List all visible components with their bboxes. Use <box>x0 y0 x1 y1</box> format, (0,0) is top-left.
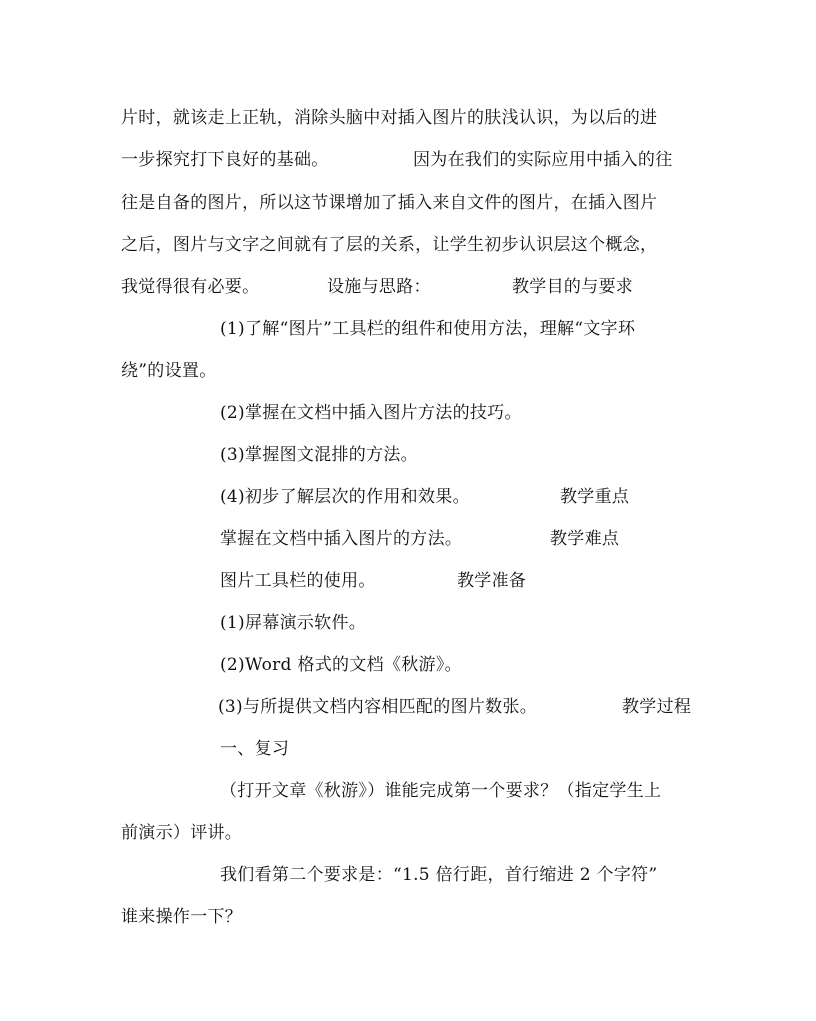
text-line-11b: 教学难点 <box>550 529 620 549</box>
text-line-12b: 教学准备 <box>457 571 527 591</box>
text-line-5c: 教学目的与要求 <box>512 277 634 297</box>
text-line-20: 谁来操作一下？ <box>121 907 243 927</box>
text-line-18: 前演示）评讲。 <box>121 823 243 843</box>
text-line-1: 片时，就该走上正轨，消除头脑中对插入图片的肤浅认识，为以后的进 <box>121 108 658 128</box>
text-line-9: (3)掌握图文混排的方法。 <box>220 445 418 465</box>
text-line-4: 之后，图片与文字之间就有了层的关系，让学生初步认识层这个概念， <box>121 235 658 255</box>
text-line-6: (1)了解“图片”工具栏的组件和使用方法，理解“文字环 <box>220 319 636 339</box>
text-line-15b: 教学过程 <box>622 697 692 717</box>
text-line-2b: 因为在我们的实际应用中插入的往 <box>413 150 673 170</box>
text-line-13: (1)屏幕演示软件。 <box>220 613 367 633</box>
text-line-12a: 图片工具栏的使用。 <box>220 571 376 591</box>
text-line-11a: 掌握在文档中插入图片的方法。 <box>220 529 463 549</box>
text-line-19: 我们看第二个要求是：“1.5 倍行距，首行缩进 2 个字符” <box>220 865 658 885</box>
text-line-14: (2)Word 格式的文档《秋游》。 <box>220 655 462 675</box>
text-line-10b: 教学重点 <box>560 487 630 507</box>
text-line-17: （打开文章《秋游》）谁能完成第一个要求？（指定学生上 <box>220 781 662 801</box>
text-line-15a: (3)与所提供文档内容相匹配的图片数张。 <box>218 697 538 717</box>
text-line-5b: 设施与思路： <box>327 277 431 297</box>
text-line-16: 一、复习 <box>220 739 290 759</box>
text-line-2a: 一步探究打下良好的基础。 <box>121 150 329 170</box>
text-line-3: 往是自备的图片，所以这节课增加了插入来自文件的图片，在插入图片 <box>121 193 658 213</box>
text-line-5a: 我觉得很有必要。 <box>121 277 260 297</box>
text-line-7: 绕”的设置。 <box>121 361 217 381</box>
text-line-8: (2)掌握在文档中插入图片方法的技巧。 <box>220 403 522 423</box>
text-line-10a: (4)初步了解层次的作用和效果。 <box>220 487 470 507</box>
